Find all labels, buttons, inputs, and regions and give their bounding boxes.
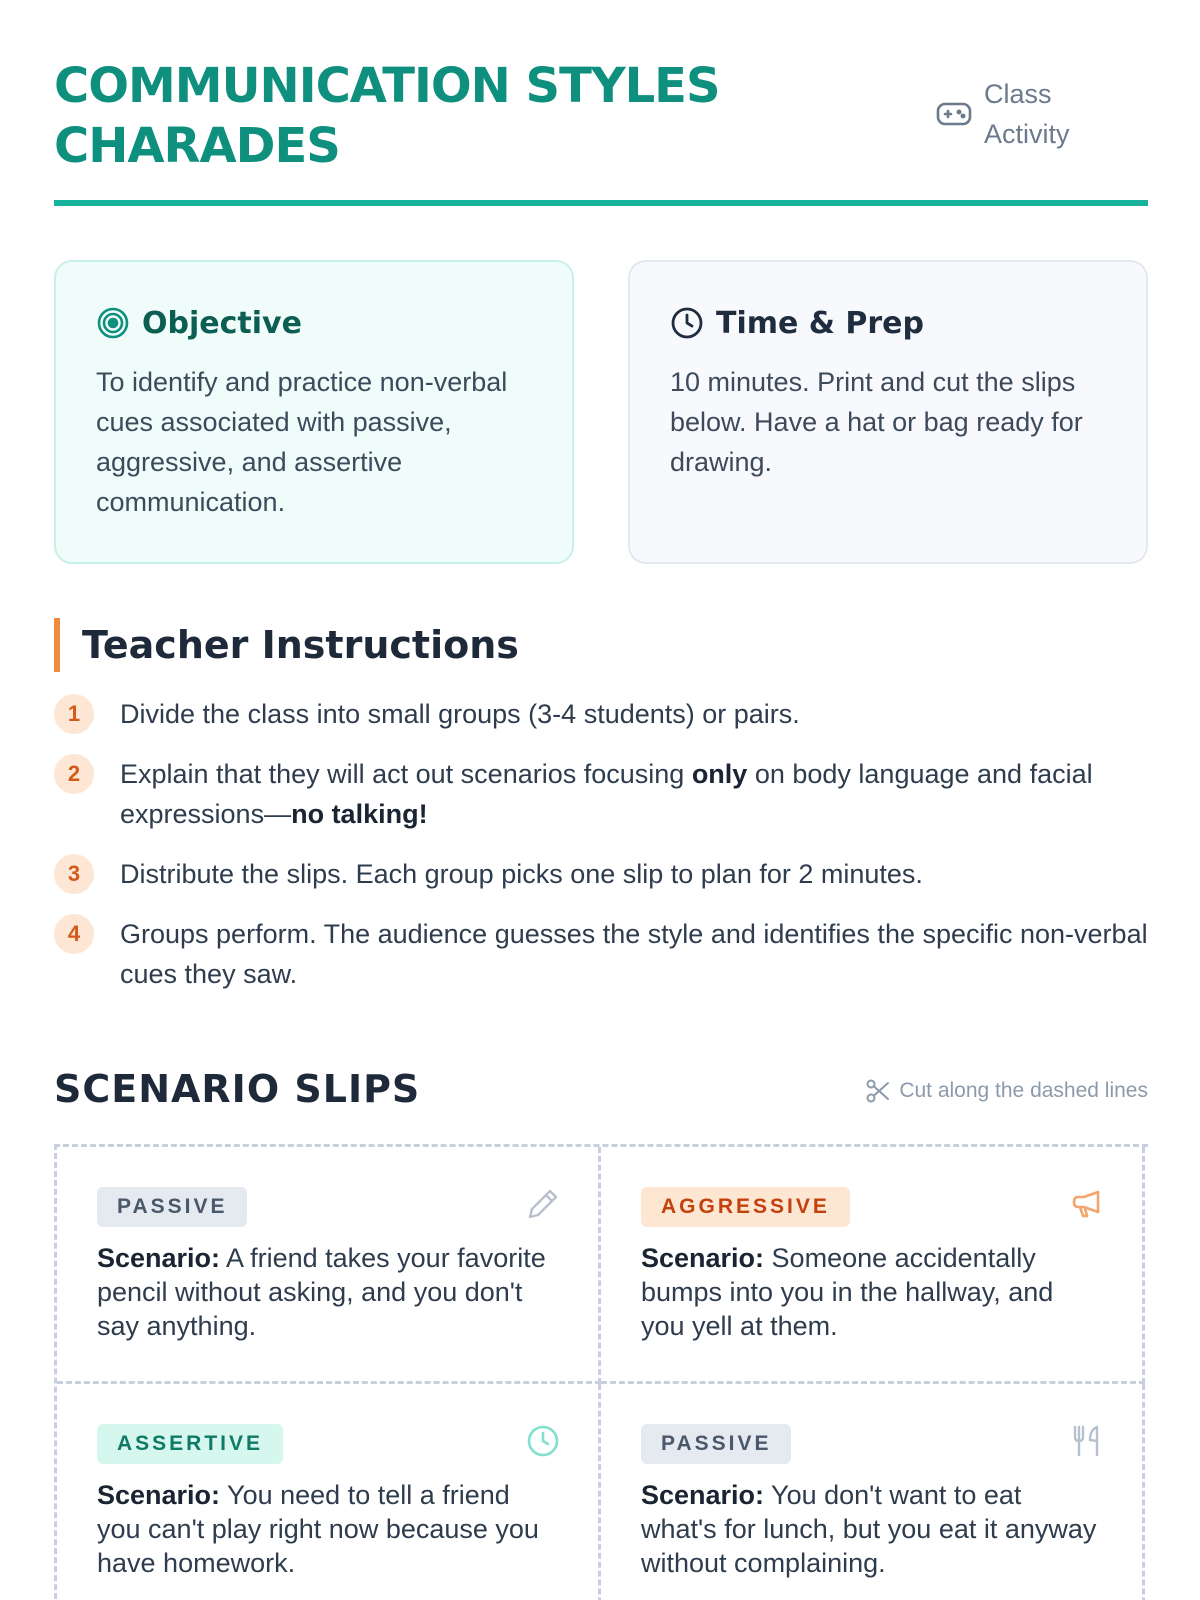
step-text: Distribute the slips. Each group picks one slip to plan for 2 minutes. [120,859,923,889]
step-text: Groups perform. The audience guesses the style and identifies the specific non-verbal cues they saw. [120,919,1148,989]
style-badge-assertive: ASSERTIVE [97,1424,283,1464]
pencil-icon [526,1187,560,1221]
objective-title: Objective [142,305,302,341]
target-icon [96,306,130,340]
instruction-step [54,854,1148,894]
scenario-text [97,1478,558,1580]
instruction-steps [54,694,1148,1014]
step-number: 4 [54,914,94,954]
objective-card [54,260,574,564]
scenario-slip [601,1147,1145,1384]
scenario-label: Scenario: [97,1243,221,1273]
objective-header [96,302,532,344]
cut-note [865,1076,1148,1106]
instruction-step [54,914,1148,994]
clock-icon [526,1424,560,1458]
time-prep-header [670,302,1106,344]
step-emphasis-only: only [691,759,748,789]
title-line-2: CHARADES [54,118,340,174]
scissors-icon [865,1078,891,1104]
time-prep-text: 10 minutes. Print and cut the slips below. Have a hat or bag ready for drawing. [670,367,1083,477]
teacher-instructions-heading: Teacher Instructions [54,618,519,672]
step-number: 3 [54,854,94,894]
step-emphasis-no-talking: no talking! [291,799,428,829]
time-prep-card [628,260,1148,564]
scenario-label: Scenario: [97,1480,221,1510]
scenario-text [97,1241,558,1343]
step-number: 1 [54,694,94,734]
style-badge-aggressive: AGGRESSIVE [641,1187,850,1227]
page-title [54,56,814,176]
scenario-slip [601,1384,1145,1600]
class-tag-line-2: Activity [984,119,1070,149]
utensils-icon [1070,1424,1104,1458]
style-badge-passive: PASSIVE [641,1424,791,1464]
scenario-slips-heading [54,1064,420,1114]
class-activity-tag [936,74,1136,154]
step-text: Divide the class into small groups (3-4 students) or pairs. [120,699,800,729]
class-tag-line-1: Class [984,79,1052,109]
clock-icon [670,306,704,340]
scenario-label: Scenario: [641,1243,765,1273]
objective-text: To identify and practice non-verbal cues associated with passive, aggressive, and assertive communication. [96,367,508,517]
class-activity-text [984,74,1134,154]
megaphone-icon [1070,1187,1104,1221]
page-header [54,54,1148,206]
scenario-text [641,1241,1102,1343]
step-text-start: Explain that they will act out scenarios focusing [120,759,692,789]
scenario-description: Someone accidentally bumps into you in the hallway, and you yell at them. [641,1243,1054,1341]
scenario-slip [57,1147,601,1384]
cut-note-text: Cut along the dashed lines [899,1079,1148,1102]
instruction-step [54,694,1148,734]
activity-page [54,0,1148,1600]
time-prep-title: Time & Prep [716,305,925,341]
scenario-text [641,1478,1102,1580]
scenario-slip [57,1384,601,1600]
step-number: 2 [54,754,94,794]
title-line-1: COMMUNICATION STYLES [54,58,720,114]
scenario-label: Scenario: [641,1480,765,1510]
scenario-description: A friend takes your favorite pencil without asking, and you don't say anything. [97,1243,546,1341]
scenario-description: You need to tell a friend you can't play right now because you have homework. [97,1480,539,1578]
gamepad-icon [936,98,972,128]
scenario-description: You don't want to eat what's for lunch, but you eat it anyway without complaining. [641,1480,1097,1578]
scenario-slips-title: SCENARIO SLIPS [54,1067,421,1111]
style-badge-passive: PASSIVE [97,1187,247,1227]
scenario-slips-grid [54,1144,1148,1600]
instruction-step [54,754,1148,834]
step-text-middle: on body language and facial expressions— [120,759,1093,829]
